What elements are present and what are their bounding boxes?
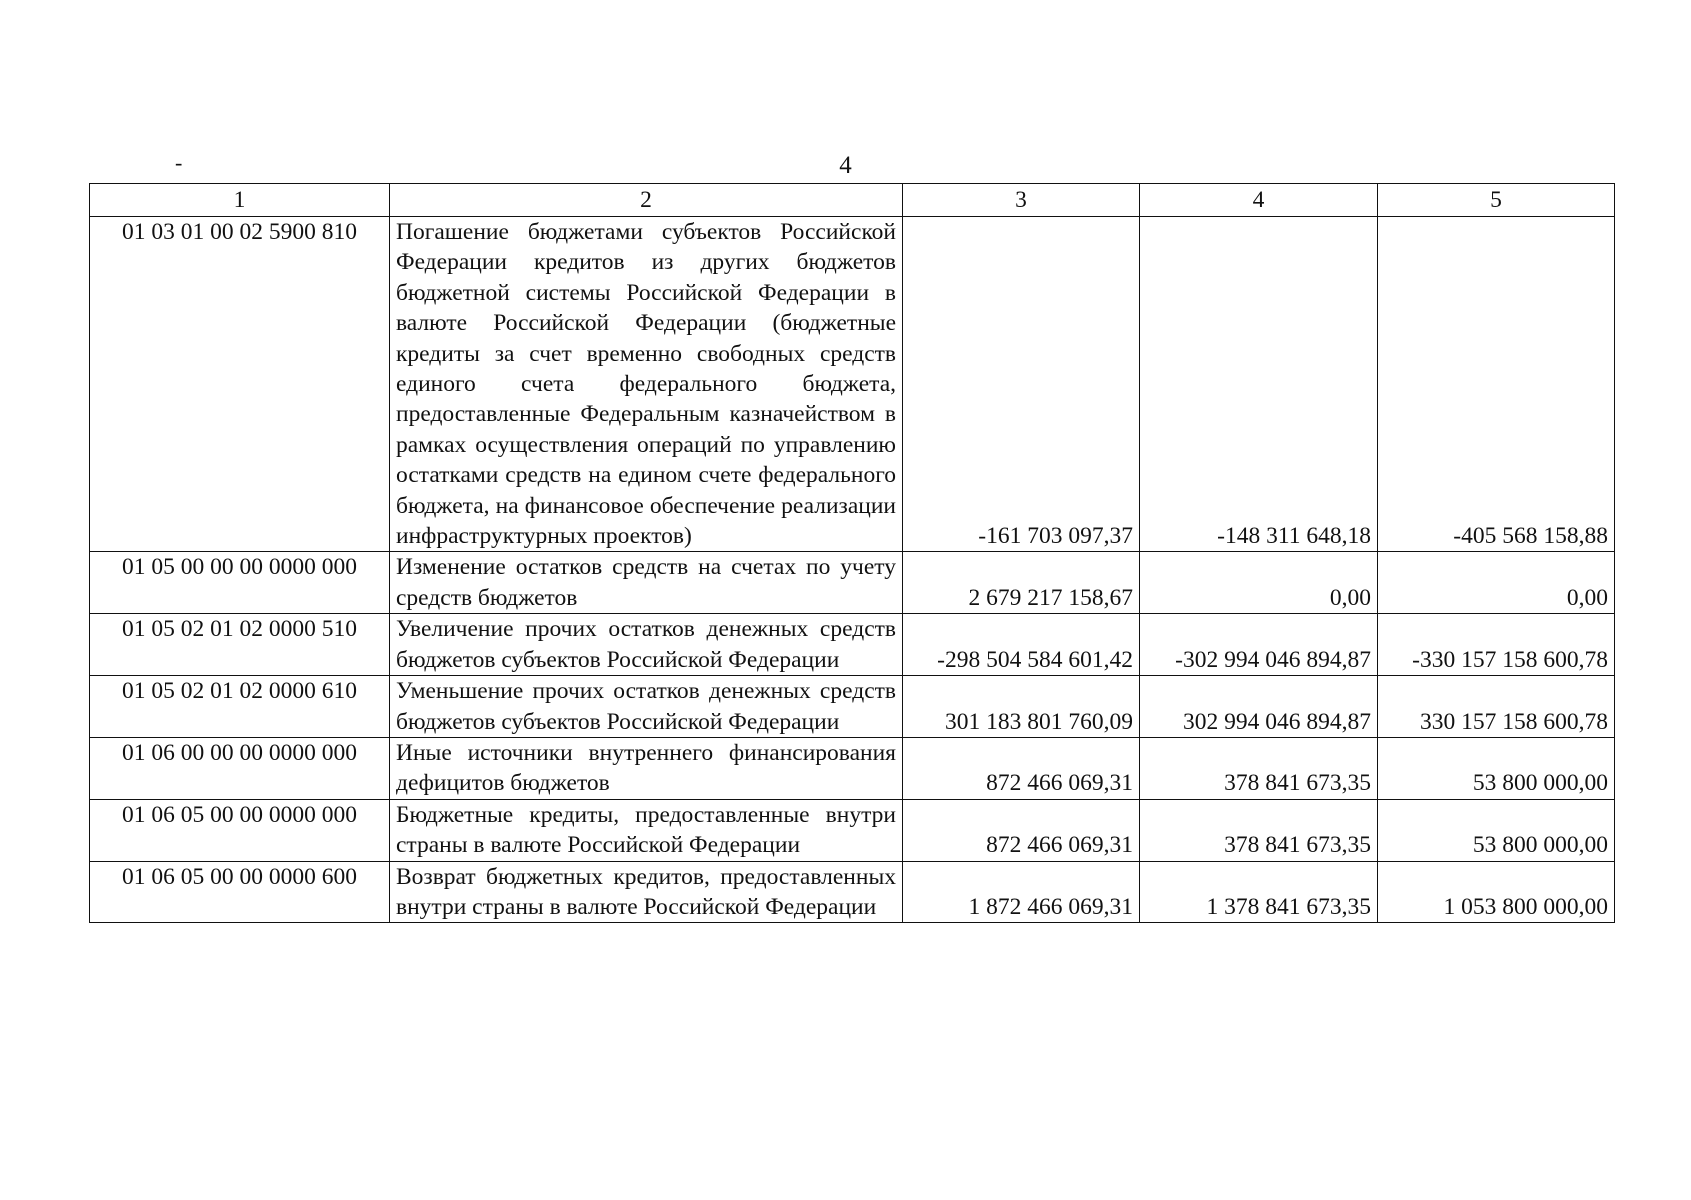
header-row [90, 184, 1615, 217]
row-amount-col3: 872 466 069,31 [903, 737, 1140, 799]
column-header-1: 1 [90, 184, 390, 217]
row-name: Уменьшение прочих остатков денежных средств бюджетов субъектов Российской Федерации [390, 676, 903, 738]
row-code: 01 05 02 01 02 0000 610 [90, 676, 390, 738]
table-row [90, 614, 1615, 676]
budget-sources-table [89, 183, 1615, 923]
row-name: Иные источники внутреннего финансирования дефицитов бюджетов [390, 737, 903, 799]
margin-dash: - [175, 150, 183, 175]
row-amount-col5: 1 053 800 000,00 [1378, 861, 1615, 923]
row-amount-col3: -161 703 097,37 [903, 217, 1140, 552]
row-amount-col5: 53 800 000,00 [1378, 799, 1615, 861]
table-row [90, 676, 1615, 738]
row-amount-col4: 0,00 [1140, 552, 1378, 614]
row-code: 01 06 00 00 00 0000 000 [90, 737, 390, 799]
row-amount-col3: 2 679 217 158,67 [903, 552, 1140, 614]
table-row [90, 217, 1615, 552]
row-amount-col3: 872 466 069,31 [903, 799, 1140, 861]
row-amount-col3: 1 872 466 069,31 [903, 861, 1140, 923]
row-code: 01 05 00 00 00 0000 000 [90, 552, 390, 614]
row-amount-col4: -302 994 046 894,87 [1140, 614, 1378, 676]
row-amount-col5: -330 157 158 600,78 [1378, 614, 1615, 676]
row-amount-col5: 0,00 [1378, 552, 1615, 614]
row-name: Бюджетные кредиты, предоставленные внутри страны в валюте Российской Федерации [390, 799, 903, 861]
row-amount-col4: 378 841 673,35 [1140, 799, 1378, 861]
row-amount-col5: 53 800 000,00 [1378, 737, 1615, 799]
page-number: 4 [839, 152, 852, 179]
row-code: 01 06 05 00 00 0000 600 [90, 861, 390, 923]
row-amount-col4: 1 378 841 673,35 [1140, 861, 1378, 923]
row-amount-col4: 378 841 673,35 [1140, 737, 1378, 799]
row-amount-col5: 330 157 158 600,78 [1378, 676, 1615, 738]
column-header-5: 5 [1378, 184, 1615, 217]
column-header-2: 2 [390, 184, 903, 217]
row-name: Изменение остатков средств на счетах по учету средств бюджетов [390, 552, 903, 614]
row-amount-col3: -298 504 584 601,42 [903, 614, 1140, 676]
column-header-4: 4 [1140, 184, 1378, 217]
row-name: Возврат бюджетных кредитов, предоставленных внутри страны в валюте Российской Федерации [390, 861, 903, 923]
row-name: Погашение бюджетами субъектов Российской Федерации кредитов из других бюджетов бюджетной системы Российской Федерации в валюте Российской Федерации (бюджетные кредиты за счет временно свободных средств единого счета федерального бюджета, предоставленные Федеральным казначейством в рамках осуществления операций по управлению остатками средств на едином счете федерального бюджета, на финансовое обеспечение реализации инфраструктурных проектов) [390, 217, 903, 552]
row-code: 01 05 02 01 02 0000 510 [90, 614, 390, 676]
table-row [90, 552, 1615, 614]
row-amount-col4: 302 994 046 894,87 [1140, 676, 1378, 738]
table-row [90, 799, 1615, 861]
row-code: 01 06 05 00 00 0000 000 [90, 799, 390, 861]
row-amount-col3: 301 183 801 760,09 [903, 676, 1140, 738]
row-amount-col4: -148 311 648,18 [1140, 217, 1378, 552]
table-row [90, 737, 1615, 799]
row-code: 01 03 01 00 02 5900 810 [90, 217, 390, 552]
column-header-3: 3 [903, 184, 1140, 217]
table-row [90, 861, 1615, 923]
row-name: Увеличение прочих остатков денежных средств бюджетов субъектов Российской Федерации [390, 614, 903, 676]
row-amount-col5: -405 568 158,88 [1378, 217, 1615, 552]
